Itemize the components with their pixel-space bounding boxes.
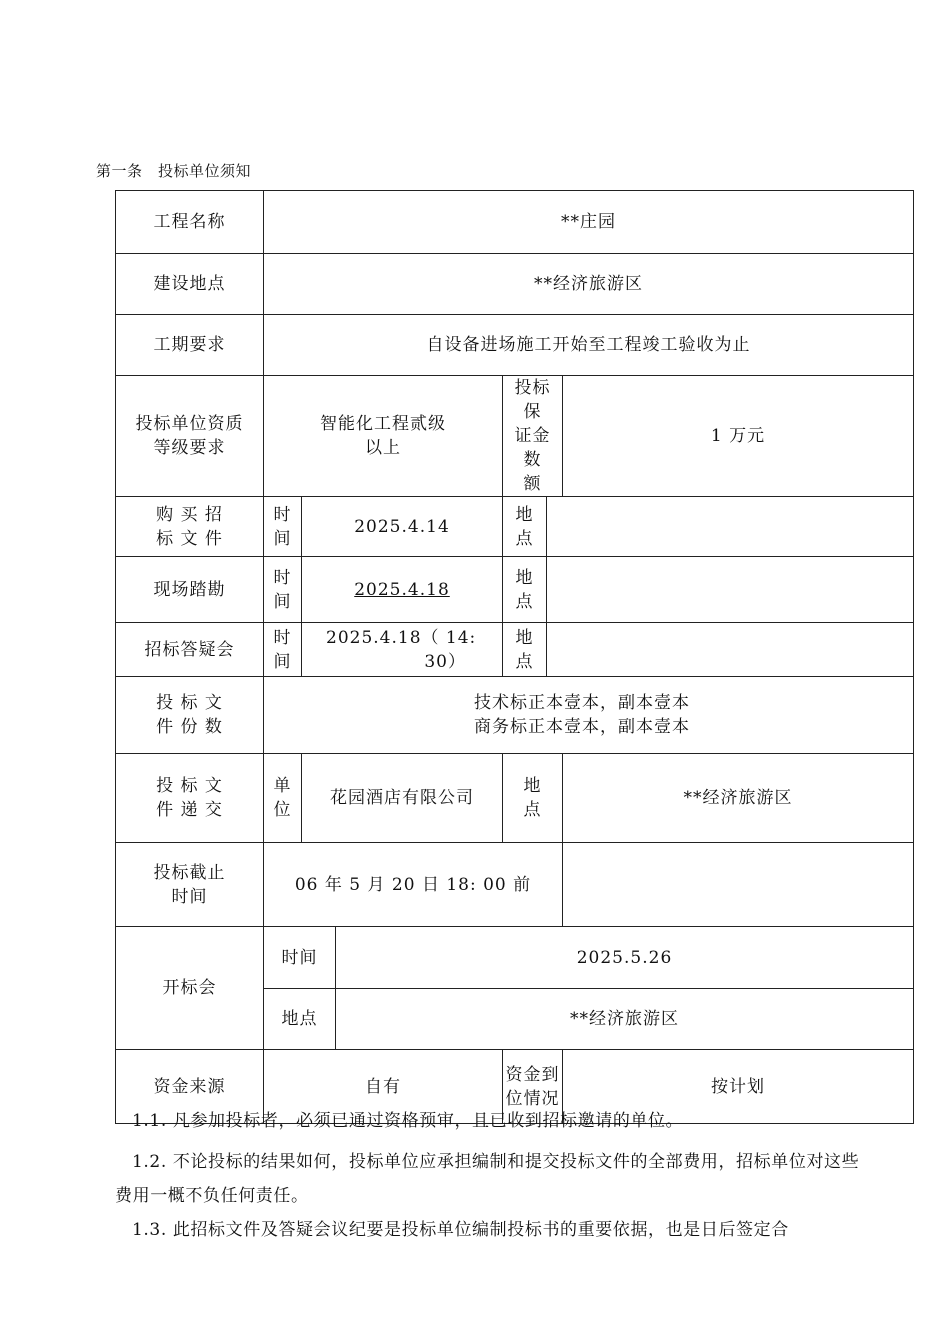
value-submit-place: **经济旅游区 [563,754,914,843]
value-site-visit-place [547,557,914,623]
value-buy-docs-time: 2025.4.14 [302,497,503,557]
label-bond-line3: 额 [523,474,542,494]
label-unit-char2: 位 [273,800,292,820]
value-qualification [264,376,503,497]
label-time-char2: 间 [273,528,292,549]
label-deadline [116,843,264,927]
row-buy-docs [116,497,914,557]
label-site: 建设地点 [116,254,264,315]
value-deadline: 06 年 5 月 20 日 18: 00 前 [264,843,563,927]
label-time [264,557,302,623]
value-buy-docs-place [547,497,914,557]
label-unit-char1: 单 [273,776,292,796]
value-qa-time-line1: 2025.4.18（ 14: [326,627,477,648]
label-place [503,497,547,557]
paragraph-1-3: 1.3. 此招标文件及答疑会议纪要是投标单位编制投标书的重要依据，也是日后签定合 [132,1220,789,1240]
label-buy-docs-line1: 购 买 招 [156,504,223,525]
value-copies-line1: 技术标正本壹本，副本壹本 [474,693,690,713]
paragraph-1-1: 1.1. 凡参加投标者，必须已通过资格预审，且已收到招标邀请的单位。 [132,1111,684,1131]
label-bond-line1: 投标保 [514,378,551,422]
label-bond [503,376,563,497]
label-funds-source: 资金来源 [116,1050,264,1124]
label-submission-line2: 件 递 交 [156,800,223,820]
label-funds-status-text: 资金到位情况 [505,1064,560,1109]
label-submission [116,754,264,843]
label-opening-time: 时间 [264,927,336,989]
value-bond: 1 万元 [563,376,914,497]
label-project-name: 工程名称 [116,191,264,254]
label-submission-line1: 投 标 文 [156,776,223,796]
label-time-char1: 时 [273,567,292,588]
value-submit-unit: 花园酒店有限公司 [302,754,503,843]
value-qa-time-line2: 30） [424,651,466,672]
section-heading: 第一条 投标单位须知 [96,162,252,180]
value-qualification-line1: 智能化工程贰级 [320,414,446,434]
value-qualification-line2: 以上 [365,438,401,458]
label-place [503,623,547,677]
value-project-name: **庄园 [264,191,914,254]
row-duration [116,315,914,376]
label-place-char2: 点 [515,528,534,549]
label-duration: 工期要求 [116,315,264,376]
label-opening-place: 地点 [264,989,336,1050]
label-time-char1: 时 [273,504,292,525]
tender-info-table [115,190,914,1124]
label-place-char1: 地 [515,627,534,648]
label-buy-docs-line2: 标 文 件 [156,528,223,549]
label-place-char2: 点 [515,591,534,612]
value-site-visit-time [302,557,503,623]
label-place [503,557,547,623]
value-funds-status: 按计划 [563,1050,914,1124]
label-bond-line2: 证金数 [514,426,551,470]
label-unit [264,754,302,843]
row-opening-time [116,927,914,989]
label-time [264,623,302,677]
label-place [503,754,563,843]
label-deadline-line2: 时间 [171,886,208,907]
value-duration: 自设备进场施工开始至工程竣工验收为止 [264,315,914,376]
label-place-char1: 地 [515,504,534,525]
label-qualification [116,376,264,497]
label-place-char1: 地 [523,776,542,796]
row-copies [116,677,914,754]
label-place-char2: 点 [523,800,542,820]
label-qa-meeting: 招标答疑会 [116,623,264,677]
value-qa-place [547,623,914,677]
label-time [264,497,302,557]
label-copies [116,677,264,754]
value-copies [264,677,914,754]
label-copies-line1: 投 标 文 [156,693,223,713]
label-deadline-line1: 投标截止 [153,862,226,883]
value-deadline-blank [563,843,914,927]
row-project-name [116,191,914,254]
value-qa-time [302,623,503,677]
row-qa-meeting [116,623,914,677]
row-site-visit [116,557,914,623]
label-time-char2: 间 [273,651,292,672]
value-site-visit-time-text: 2025.4.18 [354,579,450,600]
value-opening-place: **经济旅游区 [336,989,914,1050]
label-opening: 开标会 [116,927,264,1050]
value-opening-time: 2025.5.26 [336,927,914,989]
value-site: **经济旅游区 [264,254,914,315]
label-place-char1: 地 [515,567,534,588]
row-site [116,254,914,315]
label-buy-docs [116,497,264,557]
row-submission [116,754,914,843]
label-time-char2: 间 [273,591,292,612]
label-time-char1: 时 [273,627,292,648]
value-copies-line2: 商务标正本壹本，副本壹本 [474,717,690,737]
value-funds-source: 自有 [264,1050,503,1124]
label-qualification-line1: 投标单位资质 [135,414,244,434]
row-qualification [116,376,914,497]
paragraph-1-2: 1.2. 不论投标的结果如何，投标单位应承担编制和提交投标文件的全部费用，招标单位对这些费用一概不负任何责任。 [115,1152,860,1206]
label-site-visit: 现场踏勘 [116,557,264,623]
label-qualification-line2: 等级要求 [153,438,226,458]
label-place-char2: 点 [515,651,534,672]
label-copies-line2: 件 份 数 [156,717,223,737]
row-deadline [116,843,914,927]
